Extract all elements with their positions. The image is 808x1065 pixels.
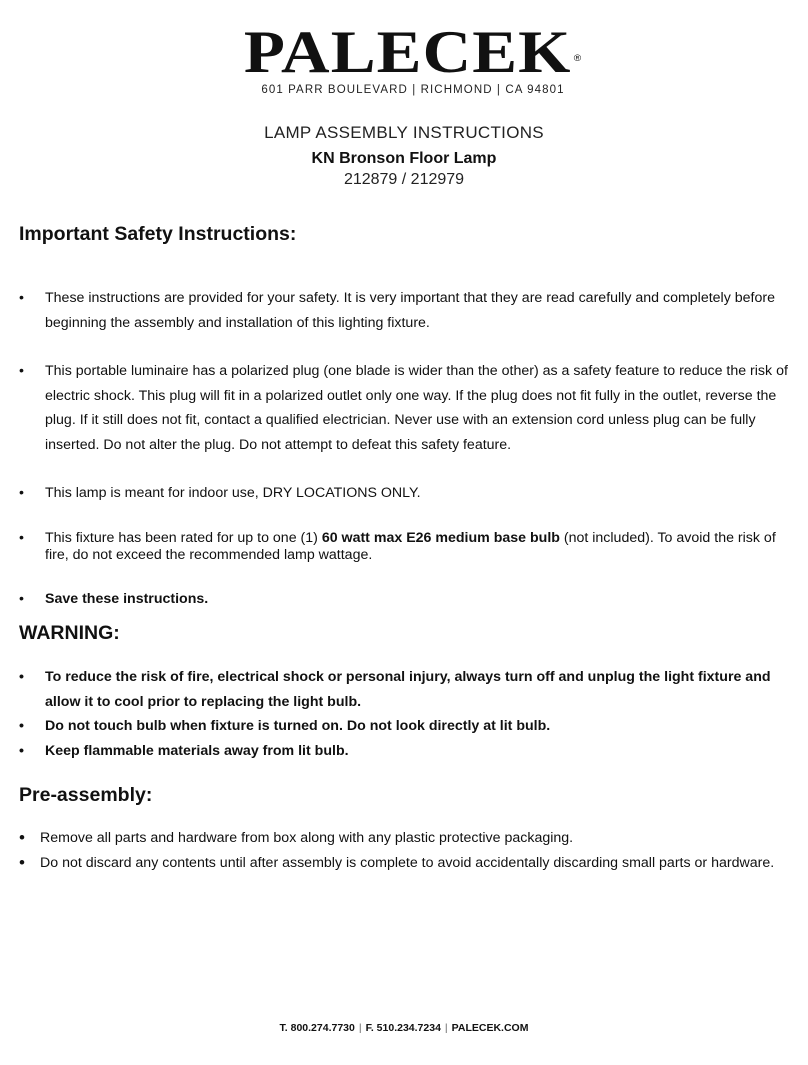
safety-item-text: This fixture has been rated for up to one (1) bbox=[45, 529, 322, 546]
safety-item-text: (not included). To avoid the risk of fire, do not exceed the recommended lamp wattage. bbox=[45, 529, 776, 563]
product-codes: 212879 / 212979 bbox=[343, 171, 465, 188]
logo-wordmark: PALECEK ® bbox=[243, 19, 583, 85]
list-item bbox=[19, 665, 794, 714]
list-item bbox=[19, 481, 794, 506]
bullet: • bbox=[19, 590, 24, 607]
warning-item-text: To reduce the risk of fire, electrical shock or personal injury, always turn off and unplug the light fixture and allow it to cool prior to replacing the light bulb. bbox=[45, 669, 771, 710]
product-name: KN Bronson Floor Lamp bbox=[311, 150, 497, 167]
safety-heading: Important Safety Instructions: bbox=[19, 223, 297, 245]
preassembly-list bbox=[19, 826, 794, 875]
preassembly-heading: Pre-assembly: bbox=[19, 784, 153, 806]
bullet: • bbox=[19, 290, 24, 306]
bullet: • bbox=[19, 718, 24, 734]
warning-item-text: Do not touch bulb when fixture is turned on. Do not look directly at lit bulb. bbox=[45, 718, 551, 734]
bullet: • bbox=[19, 828, 25, 847]
list-item bbox=[19, 530, 794, 564]
bullet: • bbox=[19, 852, 25, 872]
bullet: • bbox=[19, 363, 24, 379]
save-instructions: Save these instructions. bbox=[45, 590, 209, 607]
bullet: • bbox=[19, 669, 24, 685]
list-item bbox=[19, 587, 794, 612]
list-item bbox=[19, 359, 794, 457]
bullet: • bbox=[19, 529, 24, 546]
company-address: 601 PARR BOULEVARD | RICHMOND | CA 94801 bbox=[261, 84, 565, 96]
footer-website: PALECEK.COM bbox=[451, 1022, 529, 1034]
safety-item-text: This lamp is meant for indoor use, DRY LOCATIONS ONLY. bbox=[45, 485, 421, 501]
preassembly-item-text: Remove all parts and hardware from box along with any plastic protective packaging. bbox=[40, 830, 574, 846]
warning-item-text: Keep flammable materials away from lit bulb. bbox=[45, 742, 349, 759]
list-item bbox=[19, 851, 794, 876]
warning-heading: WARNING: bbox=[19, 622, 120, 644]
footer-separator: | bbox=[358, 1022, 362, 1034]
footer-separator: | bbox=[444, 1022, 448, 1034]
footer-phone: T. 800.274.7730 bbox=[279, 1022, 355, 1034]
list-item bbox=[19, 739, 794, 764]
page-footer bbox=[0, 1022, 808, 1034]
palecek-logo bbox=[243, 19, 583, 102]
bullet: • bbox=[19, 742, 24, 759]
safety-list bbox=[19, 286, 794, 611]
list-item bbox=[19, 286, 794, 335]
bullet: • bbox=[19, 485, 24, 501]
preassembly-item-text: Do not discard any contents until after assembly is complete to avoid accidentally discarding small parts or hardware. bbox=[40, 854, 775, 871]
list-item bbox=[19, 826, 794, 851]
registered-mark: ® bbox=[573, 53, 583, 63]
warning-list bbox=[19, 665, 794, 763]
footer-fax: F. 510.234.7234 bbox=[365, 1022, 441, 1034]
bulb-spec: 60 watt max E26 medium base bulb bbox=[321, 529, 560, 546]
safety-item-text: This portable luminaire has a polarized plug (one blade is wider than the other) as a safety feature to reduce the risk of electric shock. This plug will fit in a polarized outlet only one way. If the plug does not fit fully in the outlet, reverse the plug. If it still does not fit, contact a qualified electrician. Never use with an extension cord unless plug can be fully inserted. Do not alter the plug. Do not attempt to defeat this safety feature. bbox=[45, 363, 788, 453]
document-title: LAMP ASSEMBLY INSTRUCTIONS bbox=[264, 123, 544, 142]
safety-item-text: These instructions are provided for your safety. It is very important that they are read carefully and completely before beginning the assembly and installation of this lighting fixture. bbox=[45, 290, 775, 331]
list-item bbox=[19, 714, 794, 739]
